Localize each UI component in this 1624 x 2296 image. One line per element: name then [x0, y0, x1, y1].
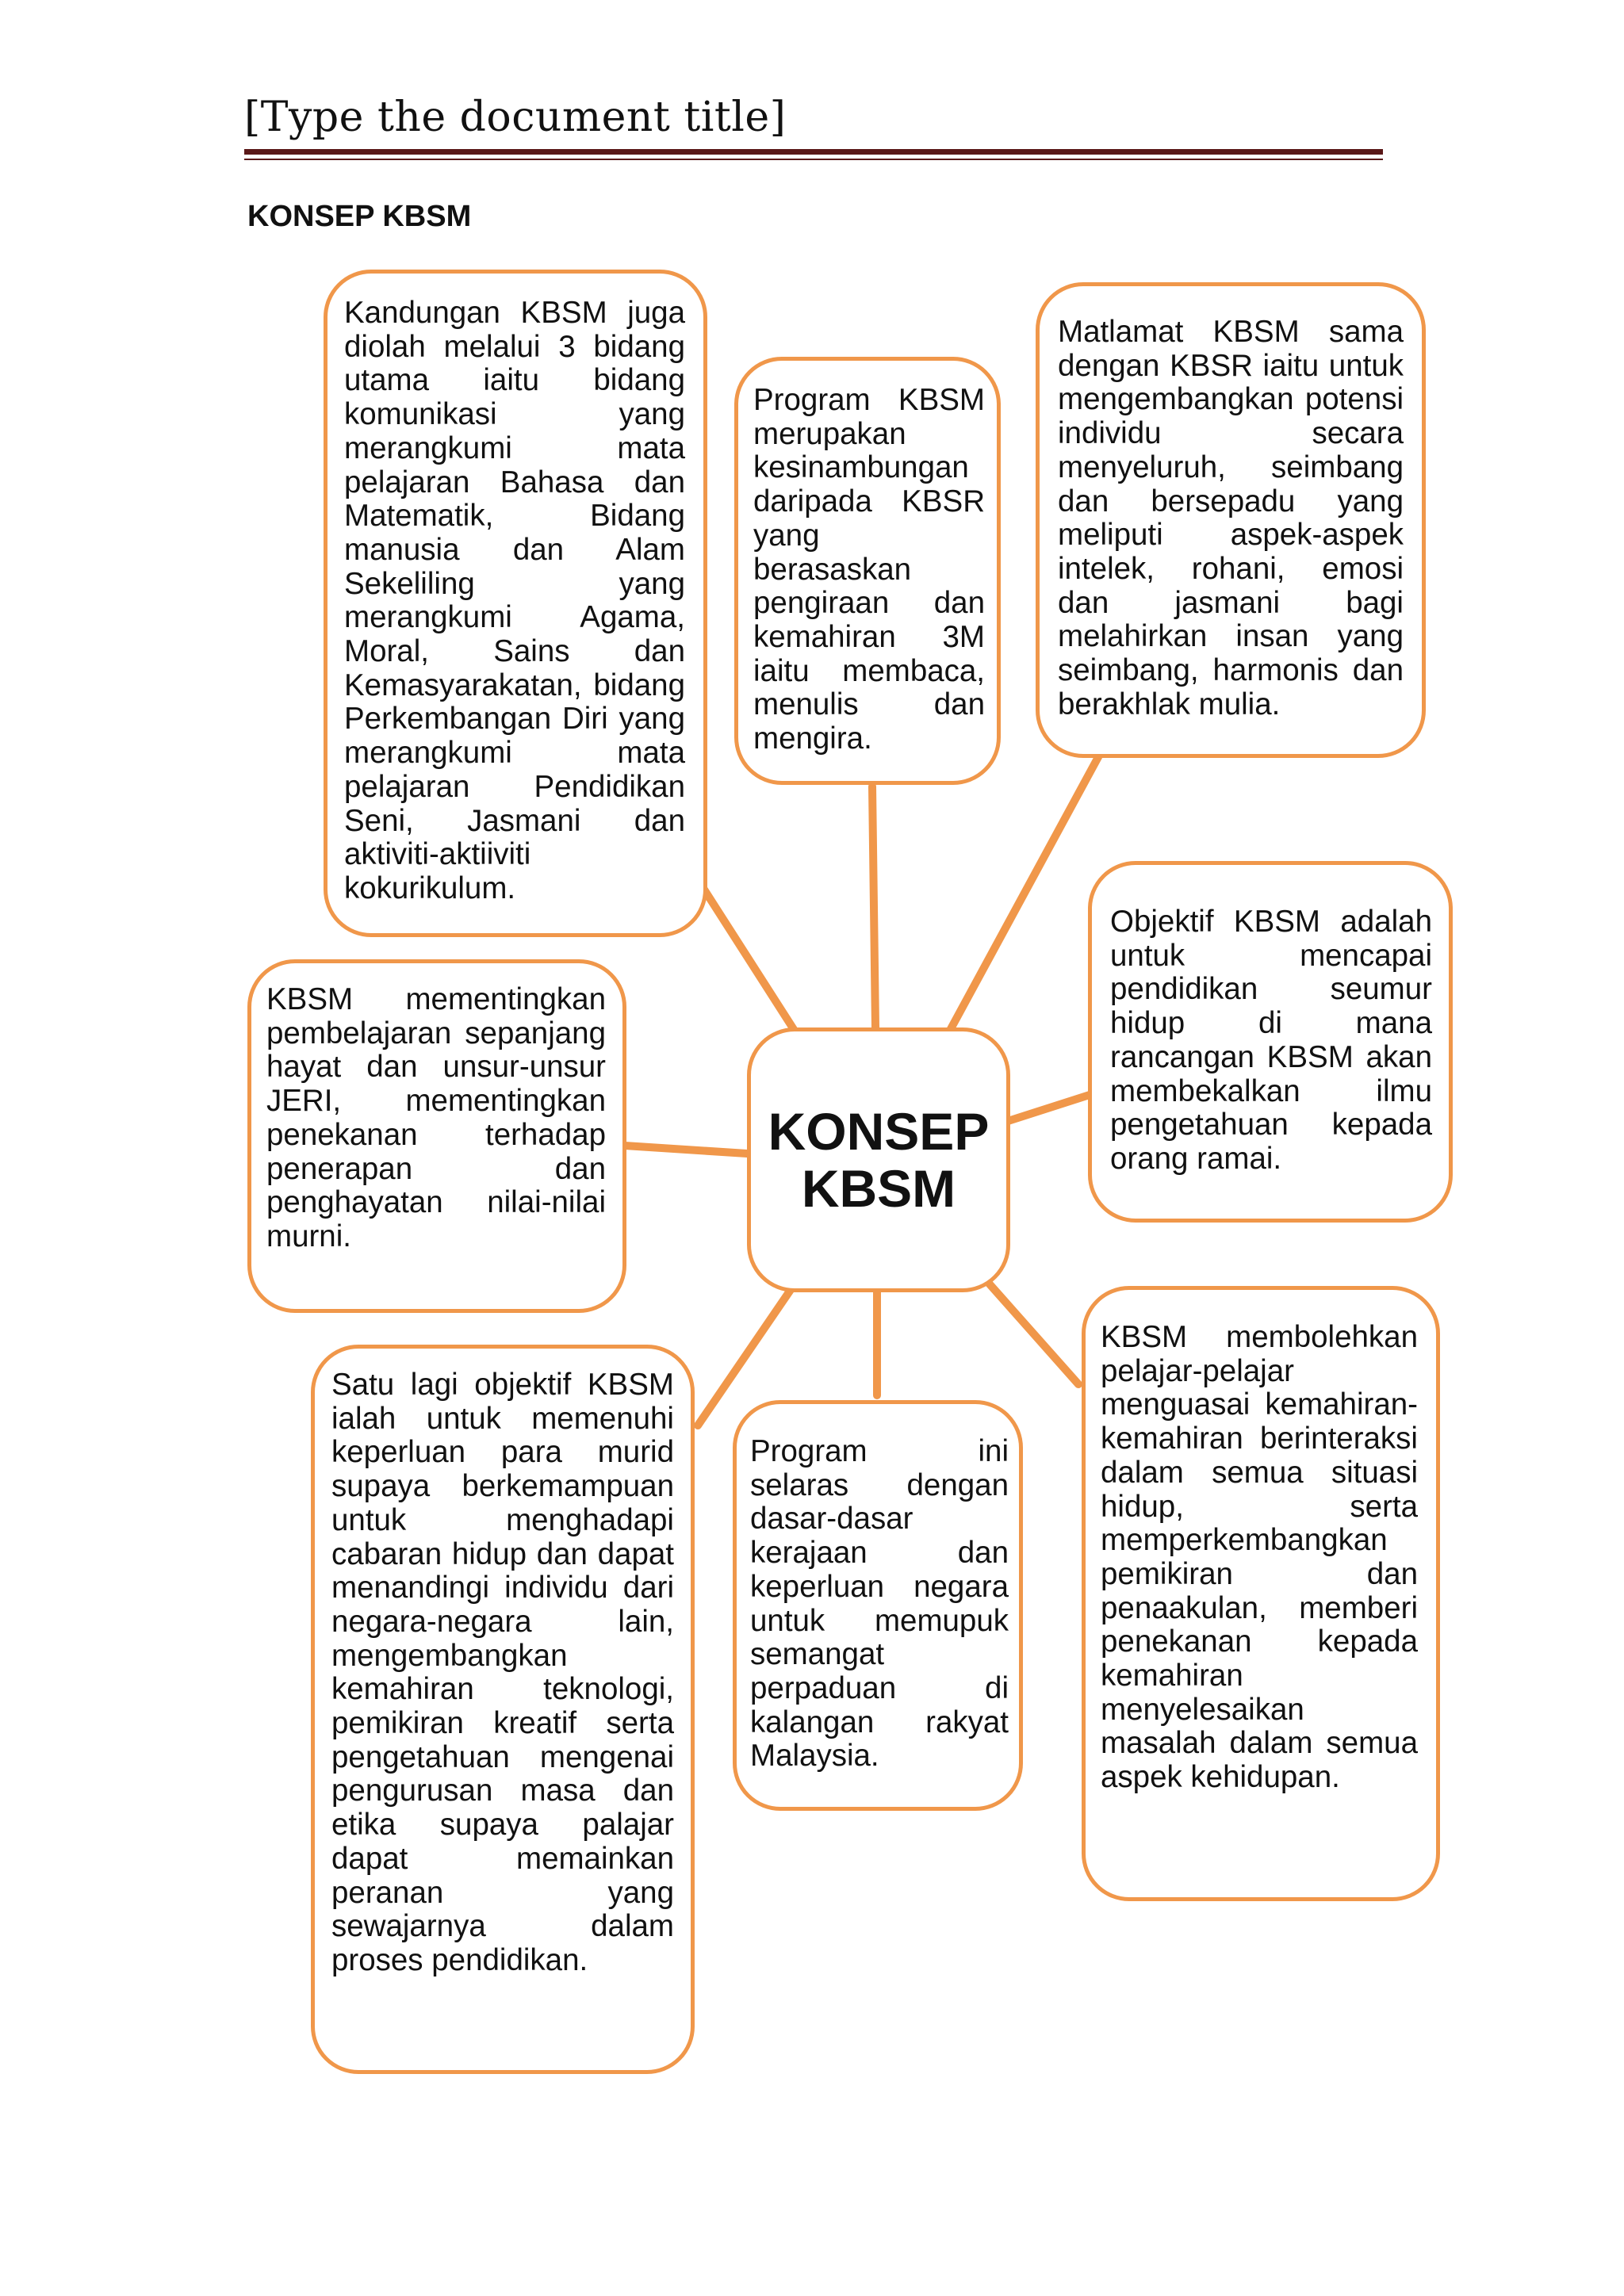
node-text-kandungan: Kandungan KBSM juga diolah melalui 3 bidang utama iaitu bidang komunikasi yang merangkumi mata pelajaran Bahasa dan Matematik, Bidang manusia dan Alam Sekeliling yang merangkumi Agama, Moral, Sains dan Kemasyarakatan, bidang Perkembangan Diri yang merangkumi mata pelajaran Pendidikan Seni, Jasmani dan aktiviti-aktiiviti kokurikulum.	[344, 296, 685, 905]
center-node-label: KONSEP KBSM	[768, 1102, 990, 1218]
node-text-objektif: Objektif KBSM adalah untuk mencapai pendidikan seumur hidup di mana rancangan KBSM akan membekalkan ilmu pengetahuan kepada orang ramai.	[1110, 905, 1432, 1176]
node-text-kemahiran: KBSM membolehkan pelajar-pelajar menguasai kemahiran-kemahiran berinteraksi dalam semua situasi hidup, serta memperkembangkan pemikiran dan penaakulan, memberi penekanan kepada kemahiran menyelesaikan masalah dalam semua aspek kehidupan.	[1101, 1320, 1418, 1795]
center-node	[747, 1027, 1010, 1292]
node-text-program-selaras: Program ini selaras dengan dasar-dasar kerajaan dan keperluan negara untuk memupuk semangat perpaduan di kalangan rakyat Malaysia.	[750, 1434, 1009, 1774]
connector-matlamat	[942, 756, 1099, 1045]
node-text-objektif-lagi: Satu lagi objektif KBSM ialah untuk memenuhi keperluan para murid supaya berkemampuan untuk menghadapi cabaran hidup dan dapat menandingi individu dari negara-negara lain, mengembangkan kemahiran teknologi, pemikiran kreatif serta pengetahuan mengenai pengurusan masa dan etika supaya palajar dapat memainkan peranan yang sewajarnya dalam proses pendidikan.	[331, 1368, 674, 1977]
connector-objektif	[1005, 1095, 1090, 1122]
connector-kandungan	[704, 890, 807, 1050]
connector-program-kesinambungan	[872, 786, 875, 1027]
document-title: [Type the document title]	[244, 94, 787, 141]
node-text-matlamat: Matlamat KBSM sama dengan KBSR iaitu untuk mengembangkan potensi individu secara menyeluruh, seimbang dan bersepadu yang meliputi aspek-aspek intelek, rohani, emosi dan jasmani bagi melahirkan insan yang seimbang, harmonis dan berakhlak mulia.	[1058, 315, 1404, 721]
node-text-program-kesinambungan: Program KBSM merupakan kesinambungan daripada KBSR yang berasaskan pengiraan dan kemahiran 3M iaitu membaca, menulis dan mengira.	[753, 383, 985, 756]
section-heading: KONSEP KBSM	[247, 200, 472, 233]
connector-pembelajaran	[625, 1146, 747, 1154]
node-text-pembelajaran: KBSM mementingkan pembelajaran sepanjang hayat dan unsur-unsur JERI, mementingkan penekanan terhadap penerapan dan penghayatan nilai-nilai murni.	[266, 982, 606, 1253]
